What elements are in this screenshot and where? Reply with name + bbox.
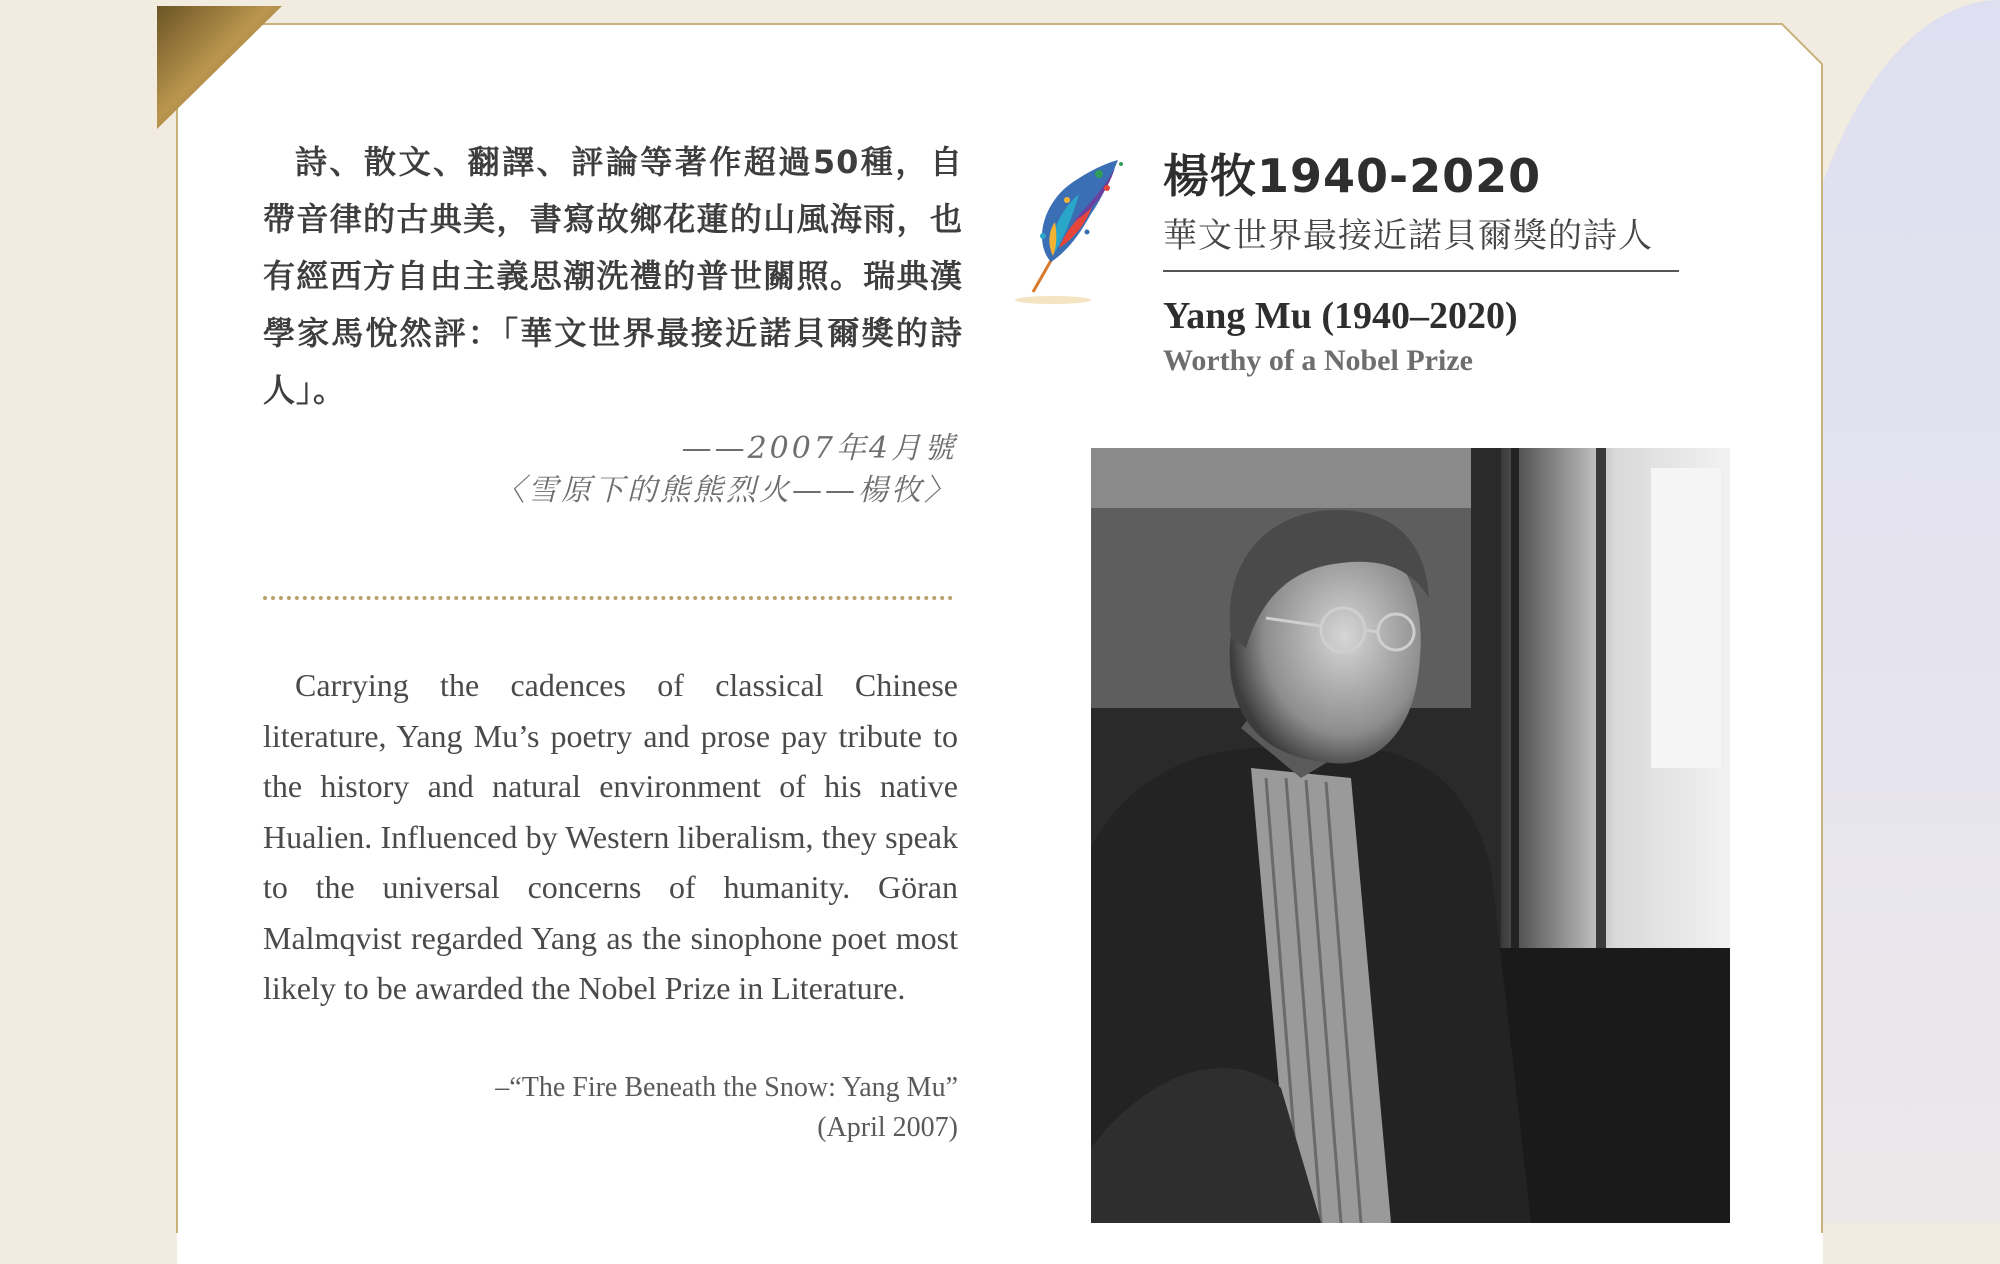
title-divider [1163,270,1679,272]
english-subtitle: Worthy of a Nobel Prize [1163,344,1473,377]
english-title: Yang Mu (1940–2020) [1163,295,1518,337]
dotted-divider [263,596,953,600]
portrait-photo [1091,448,1730,1223]
chinese-title: 楊牧1940-2020 [1163,149,1542,203]
chinese-subtitle: 華文世界最接近諾貝爾獎的詩人 [1163,216,1653,256]
chinese-source-date: ——2007年4月號 [681,431,957,466]
english-source-title: –“The Fire Beneath the Snow: Yang Mu” [495,1072,958,1103]
english-source [263,1068,958,1148]
english-source-date: (April 2007) [817,1112,958,1143]
feather-brush-icon [1003,152,1133,307]
chinese-source-title: 〈雪原下的熊熊烈火——楊牧〉 [495,473,957,508]
chinese-paragraph: 詩、散文、翻譯、評論等著作超過50種，自帶音律的古典美，書寫故鄉花蓮的山風海雨，也有經西方自由主義思潮洗禮的普世關照。瑞典漢學家馬悅然評：「華文世界最接近諾貝爾獎的詩人」。 [263,143,963,409]
english-paragraph: Carrying the cadences of classical Chinese literature, Yang Mu’s poetry and prose pay tribute to the history and natural environment of his native Hualien. Influenced by Western liberalism, they speak to the universal concerns of humanity. Göran Malmqvist regarded Yang as the sinophone poet most likely to be awarded the Nobel Prize in Literature. [263,667,958,1006]
chinese-source [263,428,957,512]
